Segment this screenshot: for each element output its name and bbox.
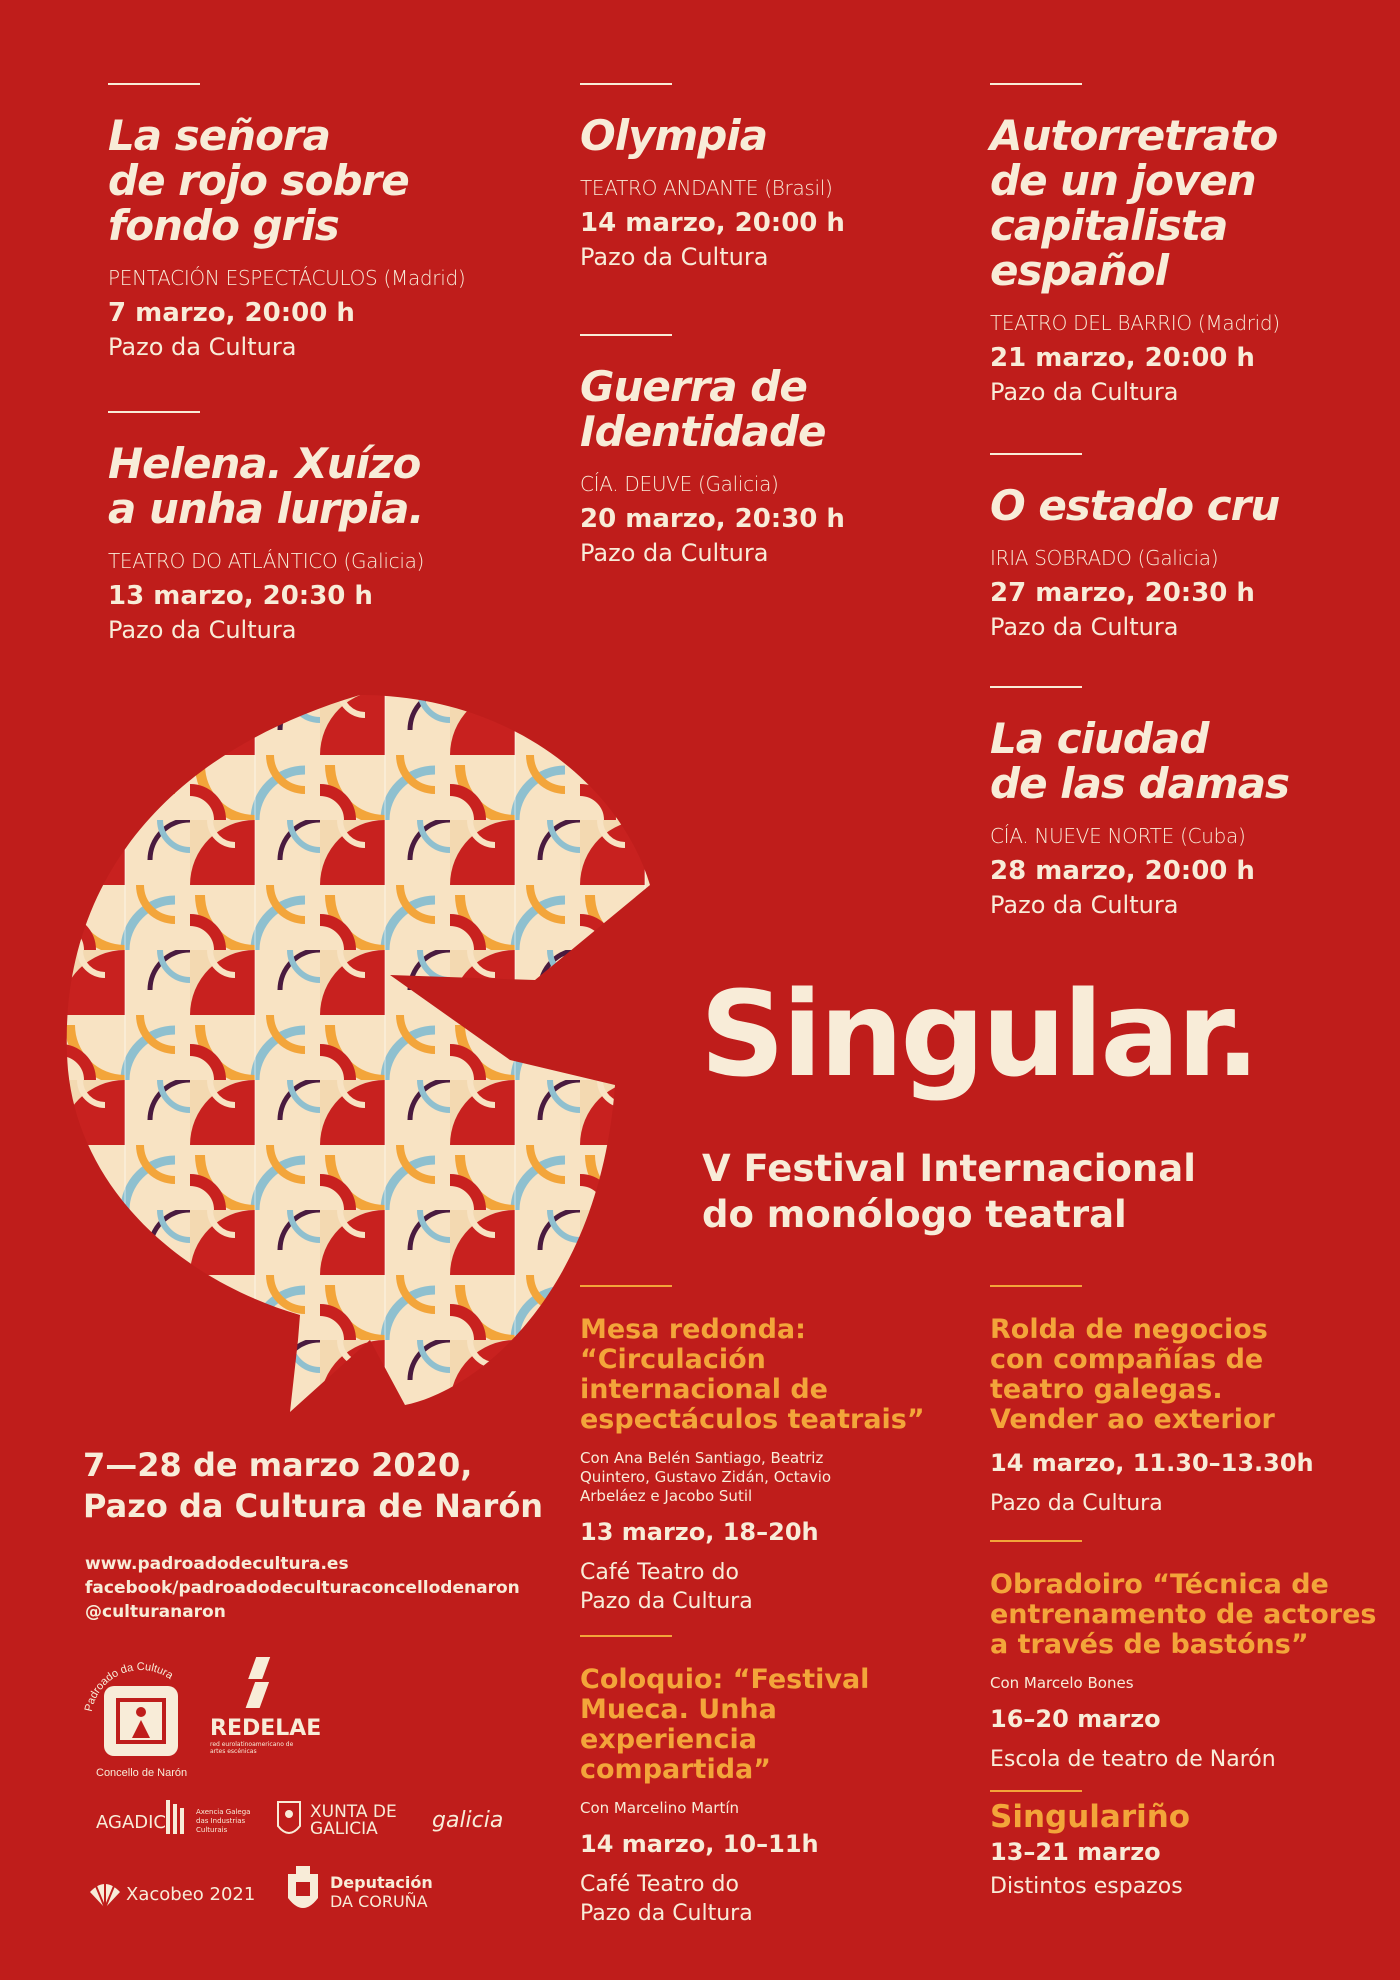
xacobeo-logo-text: Xacobeo 2021	[126, 1884, 256, 1905]
activity-venue	[990, 1489, 1380, 1518]
activity-date: 14 marzo, 10–11h	[580, 1830, 819, 1858]
title-line: espectáculos teatrais”	[580, 1404, 925, 1435]
event-7	[990, 686, 1289, 919]
title-line: Helena. Xuízo	[108, 439, 421, 488]
event-date: 21 marzo, 20:00 h	[990, 343, 1255, 373]
event-date: 27 marzo, 20:30 h	[990, 578, 1255, 608]
activity-title	[990, 1799, 1380, 1835]
website-link[interactable]: www.padroadodecultura.es	[85, 1554, 349, 1574]
divider	[108, 411, 200, 413]
activity-date: 13 marzo, 18–20h	[580, 1518, 819, 1546]
activity-venue	[990, 1745, 1390, 1774]
title-line: a unha lurpia.	[108, 484, 424, 533]
event-venue: Pazo da Cultura	[580, 539, 769, 567]
title-line: Mueca. Unha	[580, 1694, 777, 1725]
title-line: Mesa redonda:	[580, 1314, 806, 1345]
divider	[580, 1285, 672, 1287]
venue-line: Pazo da Cultura	[580, 1589, 753, 1614]
activity-date: 14 marzo, 11.30–13.30h	[990, 1449, 1314, 1477]
participants-line: Con Marcelino Martín	[580, 1799, 740, 1817]
divider	[108, 83, 200, 85]
title-line: internacional de	[580, 1374, 828, 1405]
event-1	[108, 83, 465, 361]
venue-line: Café Teatro do	[580, 1560, 739, 1585]
event-2	[108, 411, 424, 644]
event-venue: Pazo da Cultura	[108, 333, 297, 361]
title-line: La señora	[108, 111, 331, 160]
xunta-logo-text: XUNTA DE GALICIA	[310, 1802, 397, 1839]
redelae-mark-icon	[238, 1652, 298, 1712]
title-line: Autorretrato	[990, 111, 1278, 160]
activity-venue	[580, 1558, 940, 1616]
activity-singularino	[990, 1790, 1380, 1901]
venue-line: Café Teatro do	[580, 1872, 739, 1897]
title-line: Vender ao exterior	[990, 1404, 1275, 1435]
event-venue: Pazo da Cultura	[990, 378, 1179, 406]
participants-line: Quintero, Gustavo Zidán, Octavio	[580, 1468, 832, 1486]
activity-colloquium	[580, 1635, 940, 1928]
agadic-logo-text: AGADIC	[96, 1812, 166, 1833]
subtitle-line: V Festival Internacional	[702, 1147, 1196, 1190]
event-company: PENTACIÓN ESPECTÁCULOS (Madrid)	[108, 266, 466, 290]
subtitle-line: do monólogo teatral	[702, 1193, 1127, 1236]
title-line: español	[990, 246, 1169, 295]
divider	[990, 1790, 1082, 1792]
event-4	[580, 334, 845, 567]
title-line: Identidade	[580, 407, 826, 456]
event-date: 14 marzo, 20:00 h	[580, 208, 845, 238]
title-line: O estado cru	[990, 481, 1280, 530]
event-title	[580, 364, 845, 454]
participants-line: Arbeláez e Jacobo Sutil	[580, 1487, 753, 1505]
activity-participants	[580, 1449, 940, 1506]
redelae-logo	[210, 1652, 330, 1755]
xunta-shield-icon	[276, 1800, 302, 1840]
event-date: 20 marzo, 20:30 h	[580, 504, 845, 534]
title-line: teatro galegas.	[990, 1374, 1223, 1405]
title-line: de rojo sobre	[108, 156, 409, 205]
padroado-logo	[76, 1660, 206, 1780]
festival-dates	[83, 1445, 543, 1527]
event-company: TEATRO DEL BARRIO (Madrid)	[990, 311, 1280, 335]
galicia-logo-text: galicia	[432, 1808, 504, 1833]
event-3	[580, 83, 845, 271]
event-title	[990, 716, 1289, 806]
event-venue: Pazo da Cultura	[990, 891, 1179, 919]
activity-title	[990, 1570, 1390, 1660]
activity-date: 16–20 marzo	[990, 1705, 1161, 1733]
title-line: de las damas	[990, 759, 1290, 808]
activity-title	[990, 1315, 1380, 1435]
event-title	[108, 441, 424, 531]
event-company: TEATRO DO ATLÁNTICO (Galicia)	[108, 549, 425, 573]
dates-line: Pazo da Cultura de Narón	[83, 1487, 544, 1525]
event-company: IRIA SOBRADO (Galicia)	[990, 546, 1219, 570]
event-company: CÍA. DEUVE (Galicia)	[580, 472, 779, 496]
divider	[580, 83, 672, 85]
activity-venue	[580, 1870, 940, 1928]
event-5	[990, 83, 1280, 406]
speech-bubble-pattern-illustration	[60, 690, 660, 1450]
title-line: Singulariño	[990, 1799, 1191, 1835]
divider	[990, 83, 1082, 85]
agadic-subtext: Axencia Galega das Industrias Culturais	[196, 1808, 251, 1834]
title-line: Olympia	[580, 111, 768, 160]
activity-business-round	[990, 1285, 1380, 1518]
title-line: Guerra de	[580, 362, 807, 411]
participants-line: Con Ana Belén Santiago, Beatriz	[580, 1449, 824, 1467]
title-line: entrenamento de actores	[990, 1599, 1377, 1630]
event-venue: Pazo da Cultura	[108, 616, 297, 644]
facebook-link[interactable]: facebook/padroadodeculturaconcellodenaron	[85, 1578, 520, 1598]
redelae-subtext: red eurolatinoamericano de artes escénicas	[210, 1741, 294, 1755]
title-line: a través de bastóns”	[990, 1629, 1309, 1660]
venue-line: Escola de teatro de Narón	[990, 1747, 1276, 1772]
activity-venue	[990, 1872, 1380, 1901]
title-line: capitalista	[990, 201, 1228, 250]
title-line: Coloquio: “Festival	[580, 1664, 870, 1695]
redelae-text: REDELAE	[210, 1716, 322, 1741]
participants-line: Con Marcelo Bones	[990, 1674, 1134, 1692]
divider	[580, 1635, 672, 1637]
title-line: compartida”	[580, 1754, 772, 1785]
festival-links	[85, 1552, 520, 1624]
festival-subtitle	[702, 1146, 1196, 1238]
agadic-bars-icon	[166, 1800, 190, 1834]
title-line: de un joven	[990, 156, 1256, 205]
title-line: La ciudad	[990, 714, 1209, 763]
venue-line: Pazo da Cultura	[580, 1901, 753, 1926]
event-title	[580, 113, 845, 158]
divider	[580, 334, 672, 336]
event-6	[990, 453, 1279, 641]
event-venue: Pazo da Cultura	[990, 613, 1179, 641]
event-venue: Pazo da Cultura	[580, 243, 769, 271]
xacobeo-shell-icon	[88, 1880, 122, 1910]
instagram-handle[interactable]: @culturanaron	[85, 1602, 226, 1622]
divider	[990, 1285, 1082, 1287]
event-title	[990, 483, 1279, 528]
divider	[990, 453, 1082, 455]
event-company: TEATRO ANDANTE (Brasil)	[580, 176, 833, 200]
event-title	[108, 113, 465, 248]
title-line: Rolda de negocios	[990, 1314, 1268, 1345]
event-company: CÍA. NUEVE NORTE (Cuba)	[990, 824, 1246, 848]
venue-line: Distintos espazos	[990, 1874, 1183, 1899]
dates-line: 7—28 de marzo 2020,	[83, 1446, 473, 1484]
divider	[990, 1540, 1082, 1542]
title-line: experiencia	[580, 1724, 757, 1755]
activity-workshop	[990, 1540, 1390, 1774]
activity-round-table	[580, 1285, 940, 1616]
title-line: Obradoiro “Técnica de	[990, 1569, 1329, 1600]
event-title	[990, 113, 1280, 293]
event-date: 7 marzo, 20:00 h	[108, 298, 355, 328]
deputacion-shield-icon	[284, 1864, 322, 1918]
deputacion-top-text: Deputación	[330, 1873, 433, 1892]
title-line: “Circulación	[580, 1344, 766, 1375]
event-date: 13 marzo, 20:30 h	[108, 581, 373, 611]
title-line: con compañías de	[990, 1344, 1264, 1375]
padroado-top-text: Padroado da Cultura	[82, 1660, 176, 1713]
activity-title	[580, 1315, 940, 1435]
deputacion-bottom-text: DA CORUÑA	[330, 1892, 428, 1911]
festival-name: Singular.	[700, 965, 1258, 1103]
activity-date: 13–21 marzo	[990, 1838, 1161, 1866]
venue-line: Pazo da Cultura	[990, 1491, 1163, 1516]
activity-title	[580, 1665, 940, 1785]
divider	[990, 686, 1082, 688]
activity-participants	[990, 1674, 1390, 1693]
activity-participants	[580, 1799, 940, 1818]
title-line: fondo gris	[108, 201, 339, 250]
padroado-bottom-text: Concello de Narón	[96, 1767, 188, 1779]
event-date: 28 marzo, 20:00 h	[990, 856, 1255, 886]
